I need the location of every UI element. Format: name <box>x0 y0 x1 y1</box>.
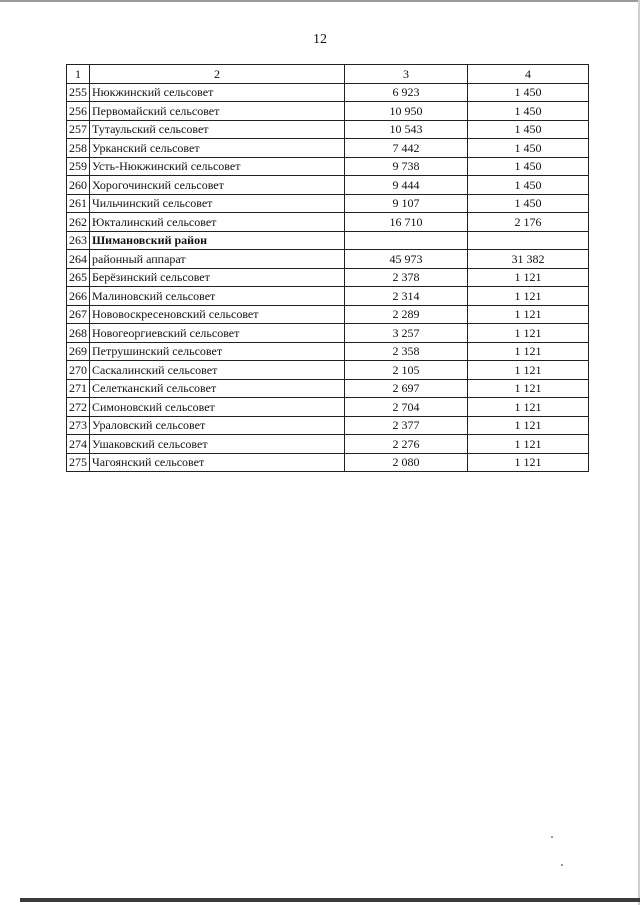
column-header-2: 2 <box>90 65 345 84</box>
table-row <box>67 453 589 472</box>
column-3-value-cell: 2 314 <box>345 287 468 306</box>
column-3-value-cell: 2 105 <box>345 361 468 380</box>
column-3-value-cell: 2 377 <box>345 416 468 435</box>
row-number-cell: 256 <box>67 102 90 121</box>
column-3-value-cell: 2 276 <box>345 435 468 454</box>
column-header-1: 1 <box>67 65 90 84</box>
column-4-value-cell: 2 176 <box>468 213 589 232</box>
row-number-cell: 257 <box>67 120 90 139</box>
row-number-cell: 268 <box>67 324 90 343</box>
column-4-value-cell: 1 450 <box>468 139 589 158</box>
table-row <box>67 268 589 287</box>
row-number-cell: 272 <box>67 398 90 417</box>
row-number-cell: 260 <box>67 176 90 195</box>
municipality-name-cell: Петрушинский сельсовет <box>90 342 345 361</box>
table-row <box>67 361 589 380</box>
municipality-name-cell: Тутаульский сельсовет <box>90 120 345 139</box>
row-number-cell: 273 <box>67 416 90 435</box>
table-row <box>67 139 589 158</box>
municipality-name-cell: Новогеоргиевский сельсовет <box>90 324 345 343</box>
column-4-value-cell: 1 121 <box>468 305 589 324</box>
column-4-value-cell: 1 121 <box>468 324 589 343</box>
table-row <box>67 305 589 324</box>
row-number-cell: 275 <box>67 453 90 472</box>
column-3-value-cell: 45 973 <box>345 250 468 269</box>
table-row <box>67 194 589 213</box>
row-number-cell: 259 <box>67 157 90 176</box>
table-row <box>67 213 589 232</box>
municipality-name-cell: Первомайский сельсовет <box>90 102 345 121</box>
municipality-name-cell: районный аппарат <box>90 250 345 269</box>
municipality-name-cell: Чагоянский сельсовет <box>90 453 345 472</box>
table-row <box>67 176 589 195</box>
column-4-value-cell: 1 121 <box>468 435 589 454</box>
column-4-value-cell: 1 121 <box>468 268 589 287</box>
municipality-name-cell: Нововоскресеновский сельсовет <box>90 305 345 324</box>
column-4-value-cell: 1 450 <box>468 176 589 195</box>
column-4-value-cell: 1 121 <box>468 398 589 417</box>
column-3-value-cell: 9 107 <box>345 194 468 213</box>
municipality-name-cell: Чильчинский сельсовет <box>90 194 345 213</box>
row-number-cell: 269 <box>67 342 90 361</box>
scan-bottom-edge <box>20 898 640 902</box>
table-body <box>67 83 589 472</box>
column-3-value-cell: 2 704 <box>345 398 468 417</box>
municipality-name-cell: Симоновский сельсовет <box>90 398 345 417</box>
row-number-cell: 271 <box>67 379 90 398</box>
table-row <box>67 342 589 361</box>
table-row <box>67 120 589 139</box>
municipality-name-cell: Ушаковский сельсовет <box>90 435 345 454</box>
row-number-cell: 255 <box>67 83 90 102</box>
table-row <box>67 324 589 343</box>
table-row <box>67 287 589 306</box>
column-3-value-cell: 2 697 <box>345 379 468 398</box>
column-3-value-cell: 16 710 <box>345 213 468 232</box>
row-number-cell: 263 <box>67 231 90 250</box>
municipality-name-cell: Берёзинский сельсовет <box>90 268 345 287</box>
column-3-value-cell: 3 257 <box>345 324 468 343</box>
column-4-value-cell: 1 121 <box>468 379 589 398</box>
row-number-cell: 266 <box>67 287 90 306</box>
municipality-name-cell: Саскалинский сельсовет <box>90 361 345 380</box>
column-3-value-cell: 2 289 <box>345 305 468 324</box>
column-4-value-cell: 1 121 <box>468 416 589 435</box>
table-row <box>67 435 589 454</box>
column-3-value-cell: 10 950 <box>345 102 468 121</box>
municipality-name-cell: Нюкжинский сельсовет <box>90 83 345 102</box>
row-number-cell: 274 <box>67 435 90 454</box>
table-row <box>67 102 589 121</box>
column-4-value-cell <box>468 231 589 250</box>
table-row <box>67 398 589 417</box>
table-header-row <box>67 65 589 84</box>
column-header-3: 3 <box>345 65 468 84</box>
column-4-value-cell: 1 121 <box>468 287 589 306</box>
column-3-value-cell: 2 080 <box>345 453 468 472</box>
column-4-value-cell: 1 450 <box>468 83 589 102</box>
column-4-value-cell: 1 121 <box>468 342 589 361</box>
row-number-cell: 258 <box>67 139 90 158</box>
municipality-name-cell: Хорогочинский сельсовет <box>90 176 345 195</box>
column-3-value-cell: 7 442 <box>345 139 468 158</box>
column-4-value-cell: 1 450 <box>468 194 589 213</box>
budget-table <box>66 64 589 472</box>
column-3-value-cell: 2 378 <box>345 268 468 287</box>
row-number-cell: 264 <box>67 250 90 269</box>
column-4-value-cell: 1 450 <box>468 120 589 139</box>
scan-speck <box>561 864 563 866</box>
table-row <box>67 250 589 269</box>
table-row <box>67 83 589 102</box>
row-number-cell: 261 <box>67 194 90 213</box>
table-row <box>67 416 589 435</box>
row-number-cell: 270 <box>67 361 90 380</box>
scan-speck <box>551 836 553 838</box>
column-3-value-cell: 10 543 <box>345 120 468 139</box>
column-3-value-cell: 9 738 <box>345 157 468 176</box>
column-header-4: 4 <box>468 65 589 84</box>
municipality-name-cell: Селетканский сельсовет <box>90 379 345 398</box>
column-4-value-cell: 1 450 <box>468 102 589 121</box>
municipality-name-cell: Малиновский сельсовет <box>90 287 345 306</box>
municipality-name-cell: Шимановский район <box>90 231 345 250</box>
column-4-value-cell: 1 121 <box>468 361 589 380</box>
municipality-name-cell: Усть-Нюкжинский сельсовет <box>90 157 345 176</box>
column-4-value-cell: 31 382 <box>468 250 589 269</box>
column-4-value-cell: 1 450 <box>468 157 589 176</box>
table-row <box>67 231 589 250</box>
page-number: 12 <box>313 32 327 47</box>
table-row <box>67 379 589 398</box>
scan-top-edge <box>0 0 640 2</box>
row-number-cell: 265 <box>67 268 90 287</box>
municipality-name-cell: Урканский сельсовет <box>90 139 345 158</box>
row-number-cell: 262 <box>67 213 90 232</box>
column-4-value-cell: 1 121 <box>468 453 589 472</box>
table-row <box>67 157 589 176</box>
column-3-value-cell: 6 923 <box>345 83 468 102</box>
municipality-name-cell: Юкталинский сельсовет <box>90 213 345 232</box>
column-3-value-cell: 9 444 <box>345 176 468 195</box>
column-3-value-cell: 2 358 <box>345 342 468 361</box>
row-number-cell: 267 <box>67 305 90 324</box>
column-3-value-cell <box>345 231 468 250</box>
municipality-name-cell: Ураловский сельсовет <box>90 416 345 435</box>
